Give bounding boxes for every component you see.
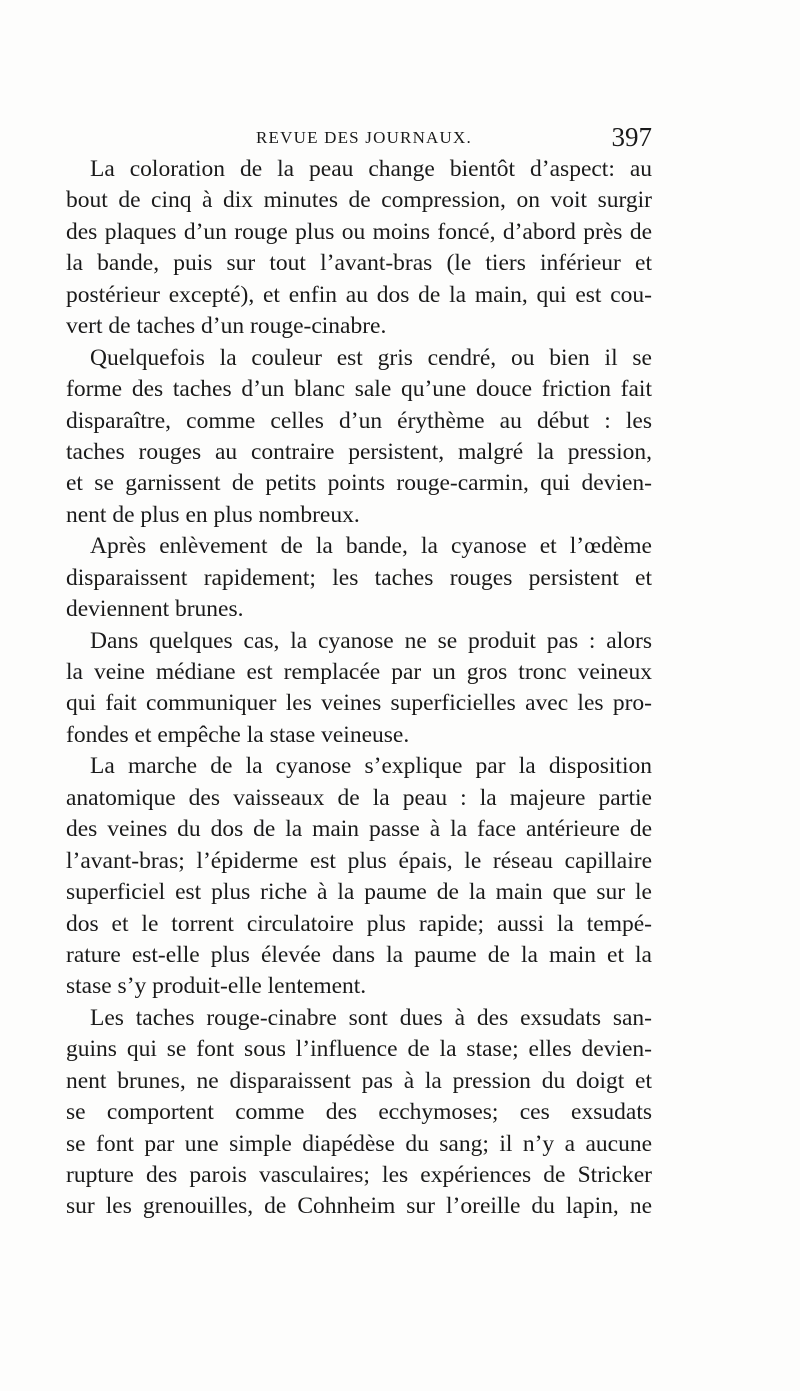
text-line: taches rouges au contraire persistent, malgré la pression, <box>66 438 652 465</box>
text-line: la veine médiane est remplacée par un gros tronc veineux <box>66 659 652 685</box>
text-line: qui fait communiquer les veines superficielles avec les pro- <box>66 690 652 717</box>
text-line: se font par une simple diapédèse du sang; il n’y a aucune <box>66 1130 652 1157</box>
text-line: stase s’y produit-elle lentement. <box>66 973 367 1000</box>
text-line: et se garnissent de petits points rouge-carmin, qui devien- <box>66 470 652 497</box>
text-line: disparaître, comme celles d’un érythème au début : les <box>66 407 652 434</box>
text-line: Après enlèvement de la bande, la cyanose et l’œdème <box>90 533 652 560</box>
text-line: disparaissent rapidement; les taches rouges persistent et <box>66 564 652 591</box>
text-line: guins qui se font sous l’influence de la stase; elles devien- <box>66 1036 652 1063</box>
body-text <box>66 154 652 1223</box>
text-line: La marche de la cyanose s’explique par la disposition <box>90 753 652 780</box>
running-head <box>66 122 652 154</box>
text-line: bout de cinq à dix minutes de compression, on voit surgir <box>66 187 652 214</box>
text-line: rupture des parois vasculaires; les expériences de Stricker <box>66 1162 652 1188</box>
text-line: superficiel est plus riche à la paume de la main que sur le <box>66 879 652 906</box>
text-line: fondes et empêche la stase veineuse. <box>66 721 410 748</box>
text-line: deviennent brunes. <box>66 596 244 623</box>
text-line: dos et le torrent circulatoire plus rapide; aussi la tempé- <box>66 910 652 937</box>
text-line: postérieur excepté), et enfin au dos de la main, qui est cou- <box>66 281 652 308</box>
text-line: anatomique des vaisseaux de la peau : la majeure partie <box>66 784 652 811</box>
text-line: Quelquefois la couleur est gris cendré, ou bien il se <box>90 344 652 371</box>
page-number: 397 <box>611 122 652 152</box>
text-line: des veines du dos de la main passe à la face antérieure de <box>66 816 652 843</box>
text-line: nent de plus en plus nombreux. <box>66 501 360 528</box>
text-line: nent brunes, ne disparaissent pas à la pression du doigt et <box>66 1067 652 1094</box>
text-line: des plaques d’un rouge plus ou moins foncé, d’abord près de <box>66 218 652 245</box>
text-line: La coloration de la peau change bientôt d’aspect: au <box>90 156 652 182</box>
text-line: vert de taches d’un rouge-cinabre. <box>66 313 387 340</box>
text-line: la bande, puis sur tout l’avant-bras (le tiers inférieur et <box>66 250 652 277</box>
text-line: rature est-elle plus élevée dans la paume de la main et la <box>66 941 652 968</box>
text-line: Les taches rouge-cinabre sont dues à des exsudats san- <box>90 1004 652 1031</box>
text-line: sur les grenouilles, de Cohnheim sur l’oreille du lapin, ne <box>66 1193 652 1220</box>
running-title: REVUE DES JOURNAUX. <box>256 128 472 147</box>
text-line: Dans quelques cas, la cyanose ne se produit pas : alors <box>90 627 652 654</box>
text-line: forme des taches d’un blanc sale qu’une douce friction fait <box>66 376 652 403</box>
text-line: se comportent comme des ecchymoses; ces exsudats <box>66 1099 652 1126</box>
text-line: l’avant-bras; l’épiderme est plus épais, le réseau capillaire <box>66 847 652 874</box>
